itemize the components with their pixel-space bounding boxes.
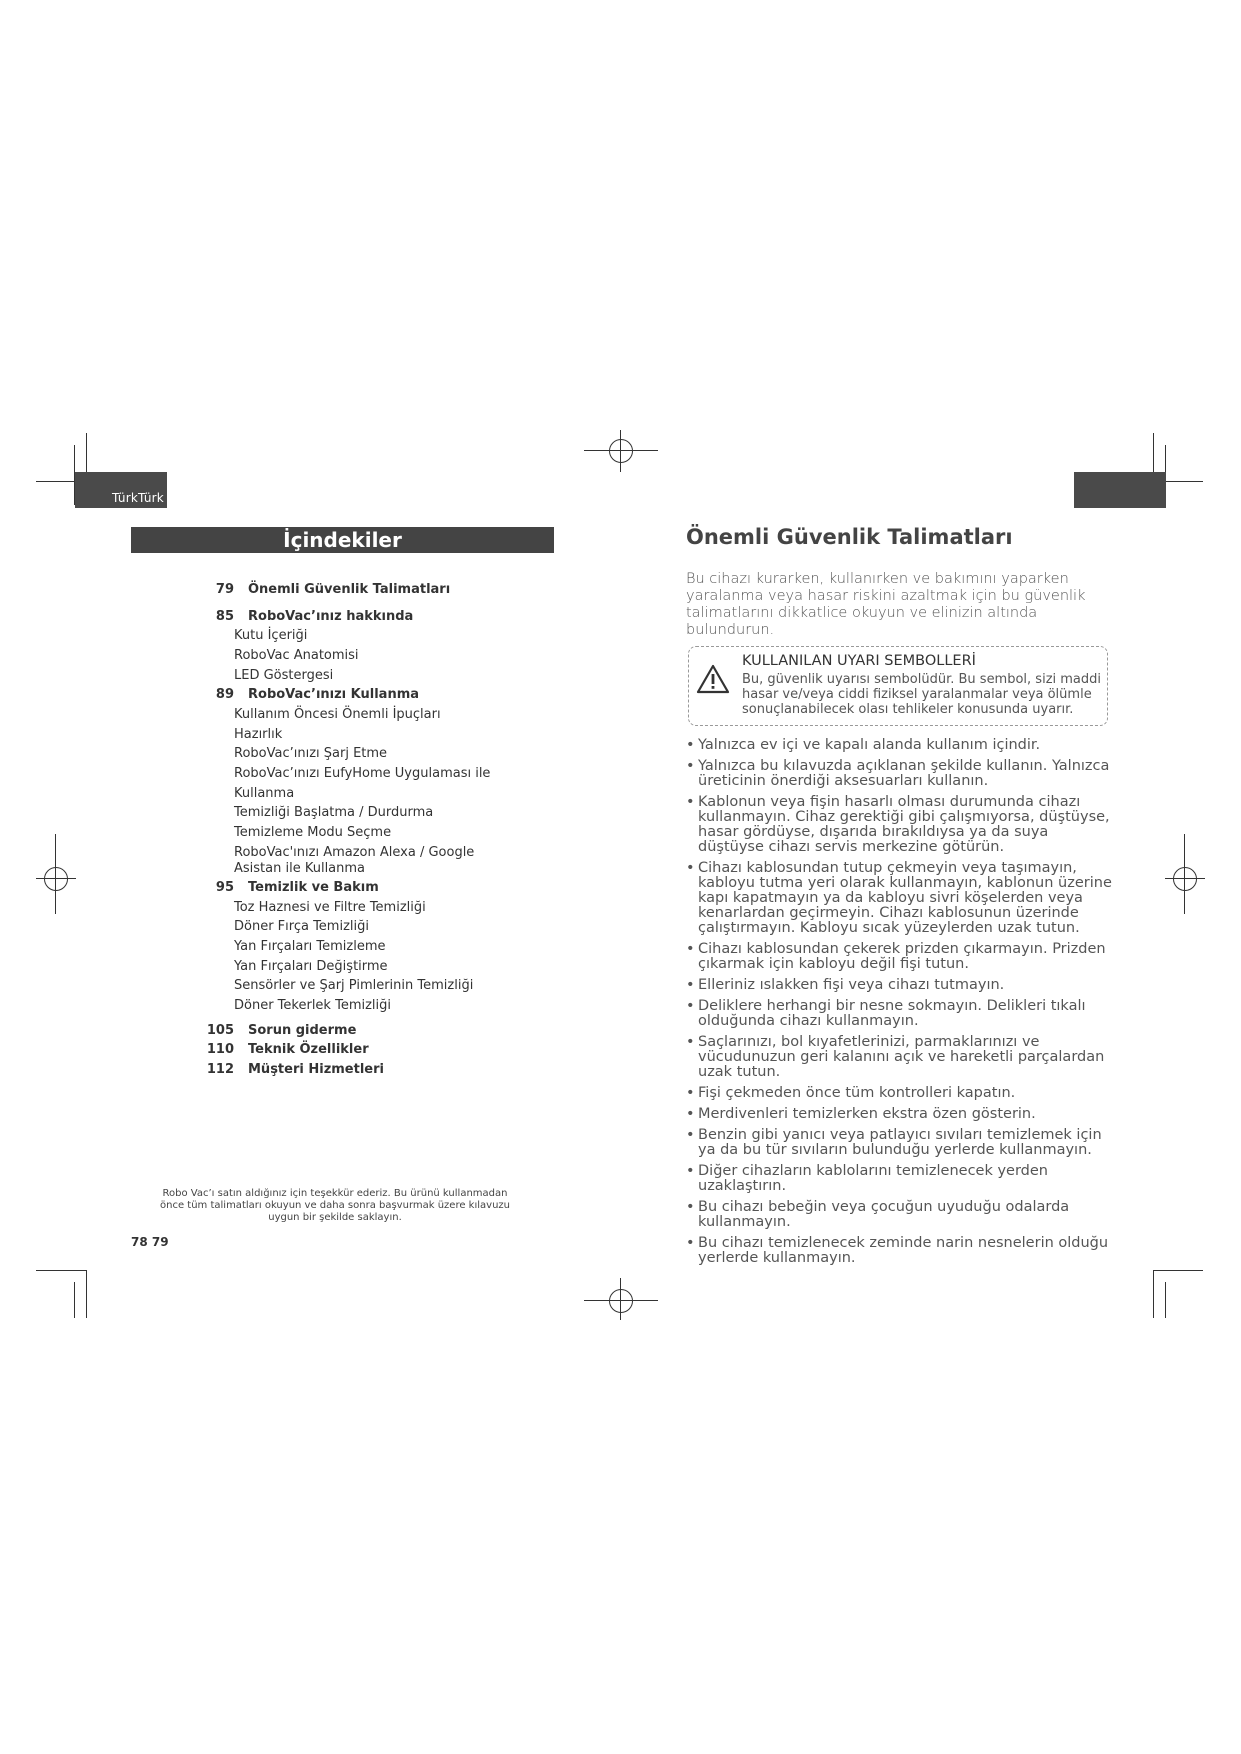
safety-bullet: • Kablonun veya fişin hasarlı olması durumunda cihazı kullanmayın. Cihaz gerektiği gibi çalışmıyorsa, düştüyse, hasar gördüyse, dışarıda bırakıldıysa ya da suya düştüyse cihazı servis merkezine götürün. [686, 795, 1116, 855]
toc-entry-title: Temizlik ve Bakım [248, 880, 379, 895]
toc-entry-title: Teknik Özellikler [248, 1042, 369, 1057]
toc-subentry [234, 978, 473, 993]
toc-subentry [234, 998, 391, 1013]
safety-bullet: • Saçlarınızı, bol kıyafetlerinizi, parmaklarınızı ve vücudunuzun geri kalanını açık ve hareketli parçalardan uzak tutun. [686, 1035, 1116, 1080]
safety-bullet: • Bu cihazı temizlenecek zeminde narin nesnelerin olduğu yerlerde kullanmayın. [686, 1236, 1116, 1266]
toc-entry-title: Sensörler ve Şarj Pimlerinin Temizliği [234, 978, 474, 993]
toc-page-number: 110 [206, 1042, 234, 1057]
toc-entry [190, 880, 379, 895]
toc-subentry [234, 648, 359, 663]
warning-text: Bu, güvenlik uyarısı sembolüdür. Bu sembol, sizi maddi hasar ve/veya ciddi fiziksel yaralanmalar veya ölümle sonuçlanabilecek olası tehlikeler konusunda uyarır. [742, 672, 1102, 717]
note-line: Robo Vac’ı satın aldığınız için teşekkür ederiz. Bu ürünü kullanmadan [162, 1188, 508, 1199]
safety-bullet: • Fişi çekmeden önce tüm kontrolleri kapatın. [686, 1086, 1116, 1101]
toc-entry-title: Sorun giderme [248, 1023, 357, 1038]
toc-entry-title: RoboVac’ınızı EufyHome Uygulaması ile [234, 766, 491, 781]
toc-entry-title: Yan Fırçaları Temizleme [234, 939, 386, 954]
toc-subentry [234, 959, 388, 974]
note-line: önce tüm talimatları okuyun ve daha sonra başvurmak üzere kılavuzu [160, 1200, 510, 1211]
toc-page-number: 79 [215, 582, 234, 597]
toc-entry-title: Asistan ile Kullanma [234, 861, 366, 876]
toc-entry-title: Temizleme Modu Seçme [234, 825, 392, 840]
page-numbers: 78 79 [131, 1235, 169, 1249]
toc-subentry [234, 746, 387, 761]
toc-entry-title: Toz Haznesi ve Filtre Temizliği [234, 900, 426, 915]
safety-bullet: • Bu cihazı bebeğin veya çocuğun uyuduğu odalarda kullanmayın. [686, 1200, 1116, 1230]
toc-subentry [234, 707, 441, 722]
language-tab-right [1074, 472, 1166, 508]
toc-entry-title: RoboVac'ınızı Amazon Alexa / Google [234, 845, 475, 860]
safety-bullet: • Cihazı kablosundan çekerek prizden çıkarmayın. Prizden çıkarmak için kabloyu değil fişi tutun. [686, 942, 1116, 972]
toc-entry-title: Önemli Güvenlik Talimatları [248, 582, 451, 597]
toc-page-number: 85 [215, 609, 234, 624]
toc-subentry [234, 919, 369, 934]
toc-subentry [234, 845, 474, 860]
toc-subentry [234, 939, 386, 954]
toc-title: İçindekiler [131, 527, 554, 553]
toc-page-number: 112 [206, 1062, 234, 1077]
toc-entry-title: RoboVac’ınızı Kullanma [248, 687, 420, 702]
toc-page-number: 95 [215, 880, 234, 895]
toc-page-number: 89 [215, 687, 234, 702]
toc-entry [190, 609, 413, 624]
toc-subentry [234, 861, 365, 876]
toc-entry [190, 582, 450, 597]
toc-page-number: 105 [206, 1023, 234, 1038]
toc-subentry [234, 900, 426, 915]
intro-paragraph: Bu cihazı kurarken, kullanırken ve bakımını yaparken yaralanma veya hasar riskini azaltmak için bu güvenlik talimatlarını dikkatlice okuyun ve elinizin altında bulundurun. [686, 571, 1086, 638]
note-line: uygun bir şekilde saklayın. [268, 1212, 402, 1223]
toc-entry-title: Kullanım Öncesi Önemli İpuçları [234, 707, 441, 722]
safety-bullet: • Elleriniz ıslakken fişi veya cihazı tutmayın. [686, 978, 1116, 993]
toc-subentry [234, 766, 490, 781]
toc-subentry [234, 668, 333, 683]
toc-entry [190, 1062, 384, 1077]
toc-entry [190, 687, 419, 702]
safety-bullet: • Diğer cihazların kablolarını temizlenecek yerden uzaklaştırın. [686, 1164, 1116, 1194]
toc-entry-title: Müşteri Hizmetleri [248, 1062, 384, 1077]
safety-bullet: • Deliklere herhangi bir nesne sokmayın. Delikleri tıkalı olduğunda cihazı kullanmayın. [686, 999, 1116, 1029]
safety-bullet: • Yalnızca bu kılavuzda açıklanan şekilde kullanın. Yalnızca üreticinin önerdiği aksesuarları kullanın. [686, 759, 1116, 789]
toc-subentry [234, 805, 433, 820]
toc-entry-title: Yan Fırçaları Değiştirme [234, 959, 388, 974]
section-title: Önemli Güvenlik Talimatları [686, 525, 1013, 549]
toc-entry-title: RoboVac’ınızı Şarj Etme [234, 746, 388, 761]
toc-entry [190, 1023, 356, 1038]
toc-subentry [234, 825, 391, 840]
toc-subentry [234, 628, 307, 643]
toc-entry-title: RoboVac’ınız hakkında [248, 609, 414, 624]
toc-entry-title: Kutu İçeriği [234, 628, 308, 643]
toc-entry-title: RoboVac Anatomisi [234, 648, 359, 663]
toc-subentry [234, 727, 282, 742]
warning-triangle-icon [696, 664, 730, 694]
warning-title: KULLANILAN UYARI SEMBOLLERİ [742, 653, 976, 669]
toc-entry-title: LED Göstergesi [234, 668, 334, 683]
language-tab-label: TürkTürk [112, 491, 164, 505]
toc-entry-title: Döner Fırça Temizliği [234, 919, 369, 934]
toc-entry [190, 1042, 369, 1057]
safety-bullet: • Merdivenleri temizlerken ekstra özen gösterin. [686, 1107, 1116, 1122]
safety-bullet: • Cihazı kablosundan tutup çekmeyin veya taşımayın, kabloyu tutma yeri olarak kullanmayın, kablonun üzerine kapı kapatmayın ya da kabloyu sivri köşelerden veya kenarlardan geçirmeyin. Cihazı kablosunun üzerinde çalıştırmayın. Kabloyu sıcak yüzeylerden uzak tutun. [686, 861, 1116, 936]
toc-entry-title: Döner Tekerlek Temizliği [234, 998, 392, 1013]
toc-subentry [234, 786, 294, 801]
toc-entry-title: Kullanma [234, 786, 295, 801]
safety-list [686, 738, 1116, 1272]
toc-entry-title: Hazırlık [234, 727, 283, 742]
toc-entry-title: Temizliği Başlatma / Durdurma [234, 805, 434, 820]
thank-you-note [150, 1188, 520, 1224]
safety-bullet: • Benzin gibi yanıcı veya patlayıcı sıvıları temizlemek için ya da bu tür sıvıların bulunduğu yerlerde kullanmayın. [686, 1128, 1116, 1158]
safety-bullet: • Yalnızca ev içi ve kapalı alanda kullanım içindir. [686, 738, 1116, 753]
